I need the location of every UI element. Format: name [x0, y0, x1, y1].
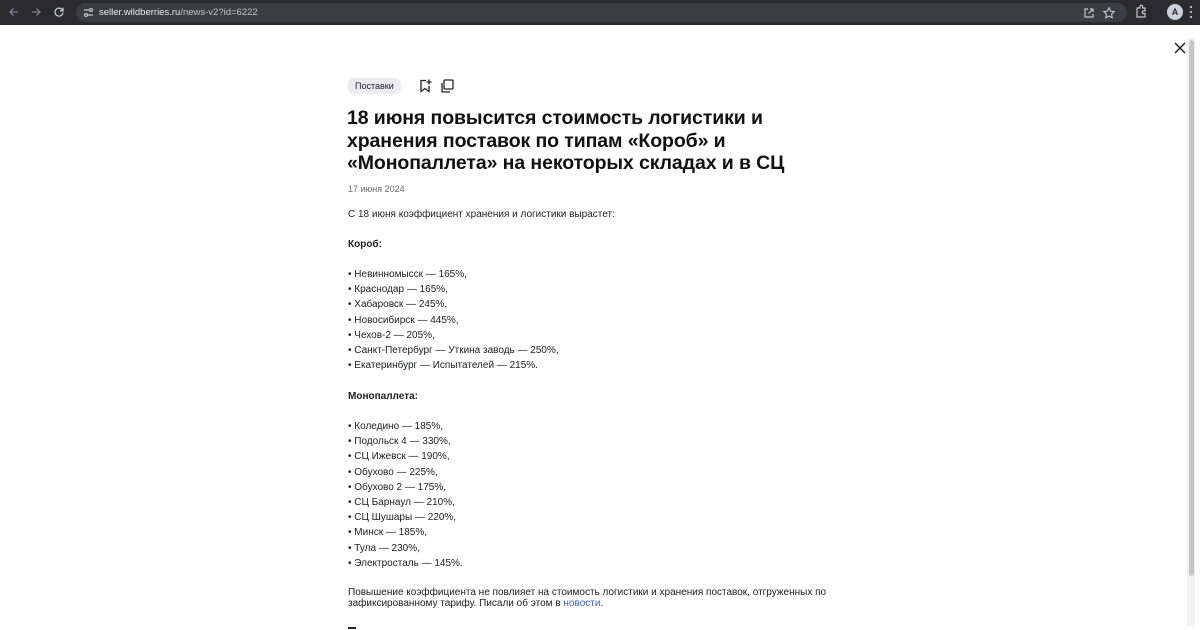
list-item: • Хабаровск — 245%, [348, 297, 559, 312]
page-title: 18 июня повысится стоимость логистики и хранения поставок по типам «Короб» и «Монопаллета» на некоторых складах и в СЦ [347, 107, 785, 174]
list-item: • Обухово 2 — 175%, [348, 480, 463, 495]
list-item: • Санкт-Петербург — Уткина заводь — 250%, [348, 343, 559, 358]
list-item: • СЦ Барнаул — 210%, [348, 495, 463, 510]
category-tag[interactable]: Поставки [348, 78, 401, 94]
bookmark-star-icon[interactable] [1102, 6, 1116, 20]
list-item: • Чехов-2 — 205%, [348, 328, 559, 343]
next-paragraph-fragment [348, 627, 356, 629]
extensions-icon[interactable] [1133, 4, 1149, 20]
forward-button[interactable] [26, 3, 46, 21]
list-item: • Екатеринбург — Испытателей — 215%. [348, 358, 559, 373]
list-item: • СЦ Шушары — 220%, [348, 510, 463, 525]
list-item: • Обухово — 225%, [348, 465, 463, 480]
box-warehouse-list [348, 267, 559, 373]
back-button[interactable] [4, 3, 24, 21]
publish-date: 17 июня 2024 [348, 184, 405, 194]
arrow-right-icon [30, 6, 42, 18]
list-item: • Минск — 185%, [348, 525, 463, 540]
close-icon[interactable] [1172, 40, 1188, 56]
box-heading: Короб: [348, 239, 382, 250]
copy-icon[interactable] [439, 78, 455, 94]
list-item: • Невинномысск — 165%, [348, 267, 559, 282]
bookmark-add-icon[interactable] [417, 78, 433, 94]
list-item: • Электросталь — 145%. [348, 556, 463, 571]
url-text[interactable] [99, 5, 258, 20]
url-path: /news-v2?id=6222 [180, 7, 258, 18]
list-item: • Коледино — 185%, [348, 419, 463, 434]
pallet-warehouse-list [348, 419, 463, 571]
list-item: • Новосибирск — 445%, [348, 313, 559, 328]
browser-toolbar [0, 0, 1200, 25]
list-item: • Краснодар — 165%, [348, 282, 559, 297]
scrollbar-thumb[interactable] [1189, 40, 1194, 576]
profile-avatar[interactable]: A [1167, 4, 1183, 20]
reload-icon [53, 6, 65, 18]
site-settings-icon[interactable] [82, 6, 95, 19]
more-menu-icon[interactable] [1189, 5, 1193, 19]
intro-text: С 18 июня коэффициент хранения и логистики вырастет: [348, 209, 615, 220]
open-in-app-icon[interactable] [1082, 6, 1096, 20]
footer-paragraph [348, 587, 838, 609]
news-link[interactable]: новости [563, 598, 601, 609]
list-item: • СЦ Ижевск — 190%, [348, 449, 463, 464]
footer-text: Повышение коэффициента не повлияет на стоимость логистики и хранения поставок, отгруженных по зафиксированному тарифу. Писали об этом в [348, 587, 827, 609]
list-item: • Тула — 230%, [348, 541, 463, 556]
pallet-heading: Монопаллета: [348, 391, 418, 402]
footer-end: . [600, 598, 604, 609]
arrow-left-icon [8, 6, 20, 18]
url-host: seller.wildberries.ru [99, 7, 181, 18]
reload-button[interactable] [49, 3, 69, 21]
list-item: • Подольск 4 — 330%, [348, 434, 463, 449]
address-bar[interactable] [76, 3, 1127, 22]
